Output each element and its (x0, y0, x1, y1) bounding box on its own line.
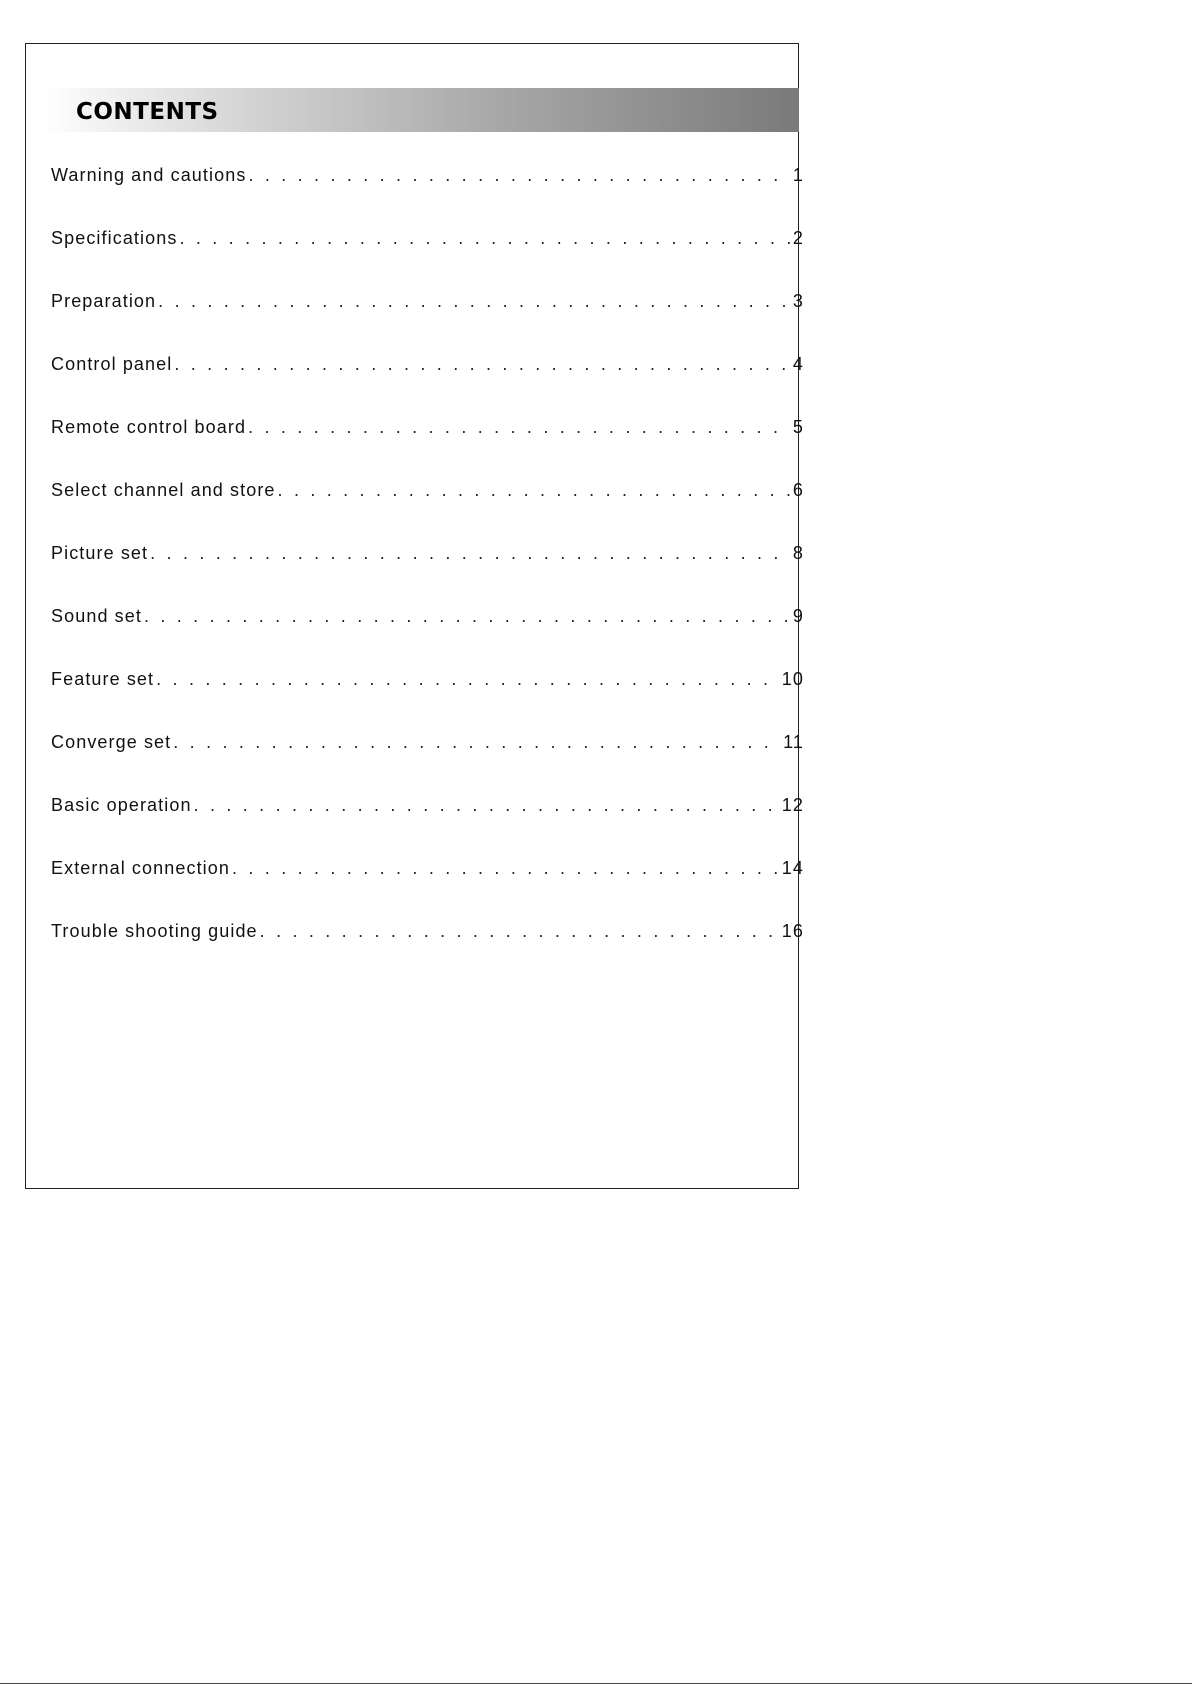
dot-leader (248, 165, 790, 186)
toc-entry-trouble-shooting-guide[interactable] (51, 900, 804, 963)
toc-entry-page: 1 (792, 165, 804, 185)
toc-entry-converge-set[interactable] (51, 711, 804, 774)
bottom-rule (0, 1683, 1192, 1684)
toc-entry-basic-operation[interactable] (51, 774, 804, 837)
toc-entry-label: Remote control board (51, 417, 247, 437)
toc-entry-page: 6 (792, 480, 804, 500)
toc-entry-label: Converge set (51, 732, 172, 752)
toc-entry-page: 4 (792, 354, 804, 374)
toc-entry-label: Warning and cautions (51, 165, 247, 185)
toc-entry-external-connection[interactable] (51, 837, 804, 900)
dot-leader (278, 480, 790, 501)
contents-header-bar (41, 88, 799, 132)
toc-entry-label: Control panel (51, 354, 173, 374)
toc-entry-page: 9 (792, 606, 804, 626)
dot-leader (156, 669, 780, 690)
toc-entry-label: Select channel and store (51, 480, 276, 500)
toc-entry-label: Picture set (51, 543, 149, 563)
toc-entry-sound-set[interactable] (51, 585, 804, 648)
toc-entry-label: Trouble shooting guide (51, 921, 258, 941)
toc-entry-label: Basic operation (51, 795, 192, 815)
dot-leader (232, 858, 780, 879)
page-frame (25, 43, 804, 1189)
toc-entry-page: 3 (792, 291, 804, 311)
toc-entry-page: 16 (781, 921, 804, 941)
toc-entry-label: Feature set (51, 669, 155, 689)
toc-entry-control-panel[interactable] (51, 333, 804, 396)
toc-entry-label: External connection (51, 858, 230, 878)
dot-leader (248, 417, 790, 438)
toc-entry-preparation[interactable] (51, 270, 804, 333)
toc-entry-specifications[interactable] (51, 207, 804, 270)
dot-leader (260, 921, 780, 942)
toc-entry-picture-set[interactable] (51, 522, 804, 585)
toc-entry-remote-control-board[interactable] (51, 396, 804, 459)
toc-entry-label: Preparation (51, 291, 157, 311)
toc-entry-page: 10 (781, 669, 804, 689)
toc-entry-warning-and-cautions[interactable] (51, 144, 804, 207)
toc-entry-page: 8 (792, 543, 804, 563)
toc-entry-page: 5 (792, 417, 804, 437)
toc-entry-select-channel-and-store[interactable] (51, 459, 804, 522)
toc-entry-page: 2 (792, 228, 804, 248)
toc-entry-page: 14 (781, 858, 804, 878)
toc-entry-label: Specifications (51, 228, 178, 248)
dot-leader (173, 732, 781, 753)
dot-leader (150, 543, 790, 564)
page-title: CONTENTS (76, 99, 219, 125)
dot-leader (174, 354, 790, 375)
toc-entry-page: 11 (783, 732, 804, 752)
dot-leader (158, 291, 790, 312)
dot-leader (194, 795, 780, 816)
table-of-contents (51, 144, 804, 963)
dot-leader (179, 228, 790, 249)
toc-entry-label: Sound set (51, 606, 142, 626)
toc-entry-page: 12 (781, 795, 804, 815)
dot-leader (144, 606, 790, 627)
toc-entry-feature-set[interactable] (51, 648, 804, 711)
